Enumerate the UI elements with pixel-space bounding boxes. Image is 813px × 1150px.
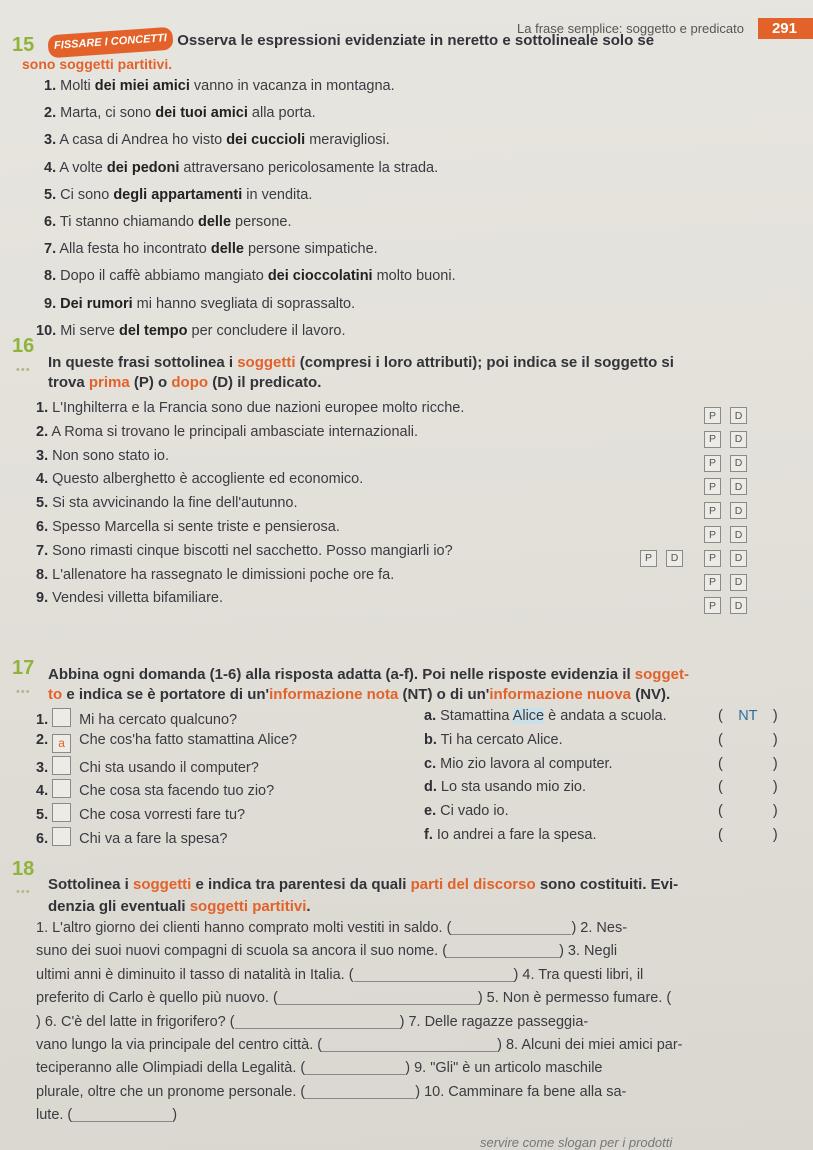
exercise-17-answer [424, 827, 597, 843]
bold-expression: dei tuoi amici [155, 105, 248, 122]
paragraph-text: teciperanno alle Olimpiadi della Legalità. ( [36, 1060, 306, 1077]
sentence-text: vanno in vacanza in montagna. [189, 78, 395, 94]
pd-choice-group [704, 526, 747, 543]
exercise-15-sentence [44, 78, 395, 94]
pd-choice-group [704, 597, 747, 614]
exercise-17-answer [424, 708, 667, 724]
exercise-18-line [36, 1037, 806, 1053]
dopo-checkbox[interactable]: D [730, 502, 747, 519]
pd-choice-group [704, 574, 747, 591]
answer-text: Io andrei a fare la spesa. [436, 827, 597, 843]
sentence-text: persone simpatiche. [243, 241, 378, 258]
exercise-18-number: 18 [12, 858, 35, 880]
exercise-16-sentence [36, 400, 464, 416]
sentence-text: Mi serve [60, 322, 120, 339]
pd-choice-group [704, 455, 747, 472]
bold-expression: dei cuccioli [226, 132, 306, 149]
question-text: Chi va a fare la spesa? [79, 831, 228, 847]
item-number: 4. [36, 783, 49, 800]
highlighted-subject: Alice [512, 708, 545, 724]
exercise-18-line [36, 1060, 806, 1076]
prima-checkbox[interactable]: P [640, 550, 657, 567]
sentence-text: A casa di Andrea ho visto [59, 132, 227, 149]
item-number: 9. [36, 590, 49, 607]
difficulty-dots: ••• [16, 886, 31, 898]
answer-text: Ti ha cercato Alice. [440, 731, 563, 748]
item-number: 5. [44, 186, 57, 203]
answer-blank[interactable] [305, 1084, 415, 1099]
exercise-15-sentence [44, 187, 312, 203]
exercise-15-instruction-2: sono soggetti partitivi. [22, 56, 173, 72]
exercise-16-sentence [36, 448, 169, 464]
exercise-18-instruction-2: denzia gli eventuali soggetti partitivi. [48, 898, 311, 915]
dopo-checkbox[interactable]: D [730, 431, 747, 448]
bold-expression: delle [197, 214, 232, 230]
sentence-text: Marta, ci sono [60, 105, 156, 122]
prima-checkbox[interactable]: P [704, 455, 721, 472]
sentence-text: persone. [231, 214, 292, 230]
sentence-text: L'Inghilterra e la Francia sono due nazioni europee molto ricche. [52, 400, 465, 416]
sentence-text: per concludere il lavoro. [187, 322, 346, 339]
exercise-17-question [36, 779, 274, 799]
answer-letter: a. [424, 708, 437, 724]
sentence-text: meravigliosi. [305, 132, 390, 149]
sentence-text: Dopo il caffè abbiamo mangiato [60, 268, 268, 285]
answer-box[interactable]: a [52, 734, 71, 753]
sentence-text: Alla festa ho incontrato [59, 241, 211, 258]
sentence-text: Si sta avvicinando la fine dell'autunno. [52, 495, 298, 512]
paragraph-text: ) 10. Camminare fa bene alla sa- [415, 1083, 627, 1100]
exercise-17-answer [424, 756, 613, 772]
fissare-concetti-badge: FISSARE I CONCETTI [47, 27, 173, 59]
dopo-checkbox[interactable]: D [730, 597, 747, 614]
nt-nv-field[interactable]: ( ) [718, 803, 778, 820]
exercise-17-question [36, 803, 245, 823]
exercise-15-sentence [36, 323, 346, 339]
question-text: Che cos'ha fatto stamattina Alice? [79, 731, 298, 748]
exercise-18-line [36, 1107, 806, 1123]
exercise-15-sentence [44, 105, 316, 121]
paragraph-text: preferito di Carlo è quello più nuovo. ( [36, 990, 278, 1007]
exercise-18-instruction: Sottolinea i soggetti e indica tra parentesi da quali parti del discorso sono costituiti. Evi- [48, 876, 679, 893]
exercise-16-sentence [36, 567, 394, 583]
pd-choice-group [704, 407, 747, 424]
exercise-16-sentence [36, 590, 223, 606]
exercise-16-sentence [36, 543, 453, 559]
bold-expression: delle [210, 241, 244, 258]
exercise-15-sentence [44, 241, 378, 257]
sentence-text: in vendita. [242, 186, 313, 203]
item-number: 1. [36, 712, 49, 728]
sentence-text: Molti [60, 78, 95, 94]
answer-letter: b. [424, 731, 437, 748]
difficulty-dots: ••• [16, 686, 31, 698]
answer-box[interactable] [52, 756, 71, 775]
paragraph-text: ) 4. Tra questi libri, il [513, 966, 644, 983]
exercise-17-answer [424, 779, 586, 795]
sentence-text: Ci sono [60, 186, 114, 203]
question-text: Mi ha cercato qualcuno? [79, 712, 238, 728]
paragraph-text: ) 5. Non è permesso fumare. ( [477, 990, 672, 1007]
item-number: 6. [36, 519, 49, 535]
exercise-17-answer [424, 803, 509, 819]
question-text: Chi sta usando il computer? [79, 759, 259, 776]
answer-blank[interactable] [278, 990, 478, 1005]
answer-box[interactable] [52, 827, 71, 846]
sentence-text: Non sono stato io. [52, 447, 170, 464]
exercise-15-number: 15 [12, 34, 35, 56]
answer-blank[interactable] [322, 1037, 497, 1052]
paragraph-text: ) 3. Negli [559, 943, 618, 960]
answer-blank[interactable] [72, 1107, 172, 1122]
pd-choice-group [704, 478, 747, 495]
exercise-16-instruction-2: trova prima (P) o dopo (D) il predicato. [48, 374, 322, 391]
pd-choice-group [704, 550, 747, 567]
item-number: 6. [44, 214, 57, 230]
answer-box[interactable] [52, 708, 71, 727]
exercise-17-answer [424, 732, 563, 748]
bold-expression: degli appartamenti [113, 186, 243, 203]
exercise-15-sentence [44, 160, 438, 176]
item-number: 5. [36, 495, 49, 512]
answer-blank[interactable] [235, 1014, 400, 1029]
difficulty-dots: ••• [16, 364, 31, 376]
answer-letter: d. [424, 779, 437, 796]
item-number: 1. [36, 400, 49, 416]
sentence-text: molto buoni. [372, 268, 456, 285]
answer-box[interactable] [52, 803, 71, 822]
answer-box[interactable] [52, 779, 71, 798]
bold-expression: del tempo [119, 322, 188, 339]
pd-choice-group [704, 431, 747, 448]
answer-letter: c. [424, 755, 437, 772]
sentence-text: L'allenatore ha rassegnato le dimissioni poche ore fa. [52, 566, 395, 583]
paragraph-text: ) 6. C'è del latte in frigorifero? ( [36, 1013, 235, 1030]
item-number: 2. [36, 423, 49, 440]
exercise-17-question [36, 732, 297, 753]
paragraph-text: ) 9. "Gli" è un articolo maschile [405, 1060, 603, 1077]
prima-checkbox[interactable]: P [704, 550, 721, 567]
answer-blank[interactable] [354, 967, 514, 982]
prima-checkbox[interactable]: P [704, 407, 721, 424]
exercise-15-sentence [44, 214, 292, 230]
item-number: 4. [36, 471, 49, 488]
answer-blank[interactable] [305, 1060, 405, 1075]
nt-nv-field[interactable]: ( NT ) [718, 708, 778, 724]
item-number: 3. [36, 759, 49, 776]
dopo-checkbox[interactable]: D [730, 526, 747, 543]
paragraph-text: ) 2. Nes- [571, 920, 628, 936]
prima-checkbox[interactable]: P [704, 431, 721, 448]
paragraph-text: plurale, oltre che un pronome personale. ( [36, 1083, 306, 1100]
bold-expression: dei pedoni [106, 159, 180, 176]
exercise-18-line [36, 967, 806, 983]
exercise-18-line [36, 1014, 806, 1030]
answer-text: Ci vado io. [440, 803, 509, 820]
sentence-text: Spesso Marcella si sente triste e pensierosa. [52, 519, 340, 535]
item-number: 7. [36, 542, 49, 559]
exercise-16-number: 16 [12, 335, 35, 357]
sentence-text: alla porta. [247, 105, 316, 122]
sentence-text: Ti stanno chiamando [59, 214, 198, 230]
answer-blank[interactable] [447, 943, 559, 958]
sentence-text: Sono rimasti cinque biscotti nel sacchetto. Posso mangiarli io? [52, 542, 453, 559]
answer-letter: e. [424, 803, 437, 820]
sentence-text: attraversano pericolosamente la strada. [179, 159, 439, 176]
exercise-18-line [36, 943, 806, 959]
item-number: 9. [44, 295, 57, 312]
answer-text: Lo sta usando mio zio. [440, 779, 587, 796]
prima-checkbox[interactable]: P [704, 574, 721, 591]
pd-choice-group [640, 550, 683, 567]
question-text: Che cosa sta facendo tuo zio? [79, 783, 275, 800]
item-number: 7. [44, 241, 57, 258]
answer-text: Mio zio lavora al computer. [440, 755, 613, 772]
dopo-checkbox[interactable]: D [730, 574, 747, 591]
answer-text: Stamattina [440, 708, 513, 724]
exercise-17-instruction: Abbina ogni domanda (1-6) alla risposta adatta (a-f). Poi nelle risposte evidenzia il sogget- [48, 666, 689, 683]
nt-nv-field[interactable]: ( ) [718, 731, 778, 748]
item-number: 10. [36, 322, 57, 339]
cut-off-text: servire come slogan per i prodotti [480, 1135, 673, 1150]
sentence-text: A Roma si trovano le principali ambasciate internazionali. [51, 423, 419, 440]
paragraph-text: ) 8. Alcuni dei miei amici par- [497, 1037, 683, 1053]
prima-checkbox[interactable]: P [704, 502, 721, 519]
exercise-17-question [36, 756, 259, 776]
exercise-16-sentence [36, 471, 363, 487]
bold-expression: dei miei amici [94, 78, 190, 94]
exercise-17-question [36, 827, 227, 847]
sentence-text: Vendesi villetta bifamiliare. [52, 590, 223, 607]
item-number: 2. [36, 731, 49, 748]
dopo-checkbox[interactable]: D [730, 455, 747, 472]
item-number: 8. [36, 566, 49, 583]
item-number: 3. [44, 132, 57, 149]
nt-nv-value: NT [738, 708, 758, 724]
exercise-18-line [36, 990, 806, 1006]
sentence-text: A volte [59, 159, 107, 176]
answer-text: è andata a scuola. [544, 708, 667, 724]
exercise-15-sentence [44, 296, 355, 312]
exercise-16-sentence [36, 495, 298, 511]
nt-nv-field[interactable]: ( ) [718, 755, 778, 772]
paragraph-text: ) [172, 1107, 178, 1124]
dopo-checkbox[interactable]: D [730, 550, 747, 567]
exercise-16-instruction: In queste frasi sottolinea i soggetti (compresi i loro attributi); poi indica se il soggetto si [48, 354, 674, 371]
sentence-text: mi hanno svegliata di soprassalto. [132, 295, 356, 312]
nt-nv-field[interactable]: ( ) [718, 779, 778, 796]
paragraph-text: ultimi anni è diminuito il tasso di natalità in Italia. ( [36, 966, 354, 983]
item-number: 5. [36, 807, 49, 824]
sentence-text: Questo alberghetto è accogliente ed economico. [52, 471, 364, 488]
item-number: 4. [44, 159, 57, 176]
item-number: 3. [36, 447, 49, 464]
paragraph-text: ) 7. Delle ragazze passeggia- [399, 1013, 589, 1030]
item-number: 2. [44, 105, 57, 122]
item-number: 6. [36, 831, 49, 847]
pd-choice-group [704, 502, 747, 519]
exercise-15-sentence [44, 132, 390, 148]
exercise-16-sentence [36, 519, 340, 535]
exercise-18-line [36, 1084, 806, 1100]
prima-checkbox[interactable]: P [704, 478, 721, 495]
dopo-checkbox[interactable]: D [730, 478, 747, 495]
bold-expression: dei cioccolatini [267, 268, 373, 285]
exercise-17-instruction-2: to e indica se è portatore di un'informazione nota (NT) o di un'informazione nuova (NV). [48, 686, 671, 703]
bold-expression: Dei rumori [60, 295, 133, 312]
paragraph-text: vano lungo la via principale del centro città. ( [36, 1037, 323, 1053]
item-number: 1. [44, 78, 57, 94]
exercise-17-number: 17 [12, 657, 35, 679]
answer-blank[interactable] [451, 920, 571, 935]
exercise-18-line [36, 920, 806, 936]
paragraph-text: 1. L'altro giorno dei clienti hanno comprato molti vestiti in saldo. ( [36, 920, 452, 936]
prima-checkbox[interactable]: P [704, 597, 721, 614]
exercise-17-question [36, 708, 237, 728]
chapter-title: La frase semplice: soggetto e predicato [517, 20, 744, 36]
nt-nv-field[interactable]: ( ) [718, 827, 778, 843]
prima-checkbox[interactable]: P [704, 526, 721, 543]
dopo-checkbox[interactable]: D [666, 550, 683, 567]
paragraph-text: lute. ( [36, 1107, 73, 1124]
answer-letter: f. [424, 827, 433, 843]
exercise-15-sentence [44, 268, 456, 284]
paragraph-text: suno dei suoi nuovi compagni di scuola sa ancora il suo nome. ( [36, 943, 448, 960]
question-text: Che cosa vorresti fare tu? [79, 807, 246, 824]
exercise-16-sentence [36, 424, 418, 440]
item-number: 8. [44, 268, 57, 285]
page-number: 291 [758, 18, 813, 39]
dopo-checkbox[interactable]: D [730, 407, 747, 424]
exercise-15-instruction: FISSARE I CONCETTI Osserva le espressioni evidenziate in neretto e sottolineale solo se [48, 30, 808, 54]
